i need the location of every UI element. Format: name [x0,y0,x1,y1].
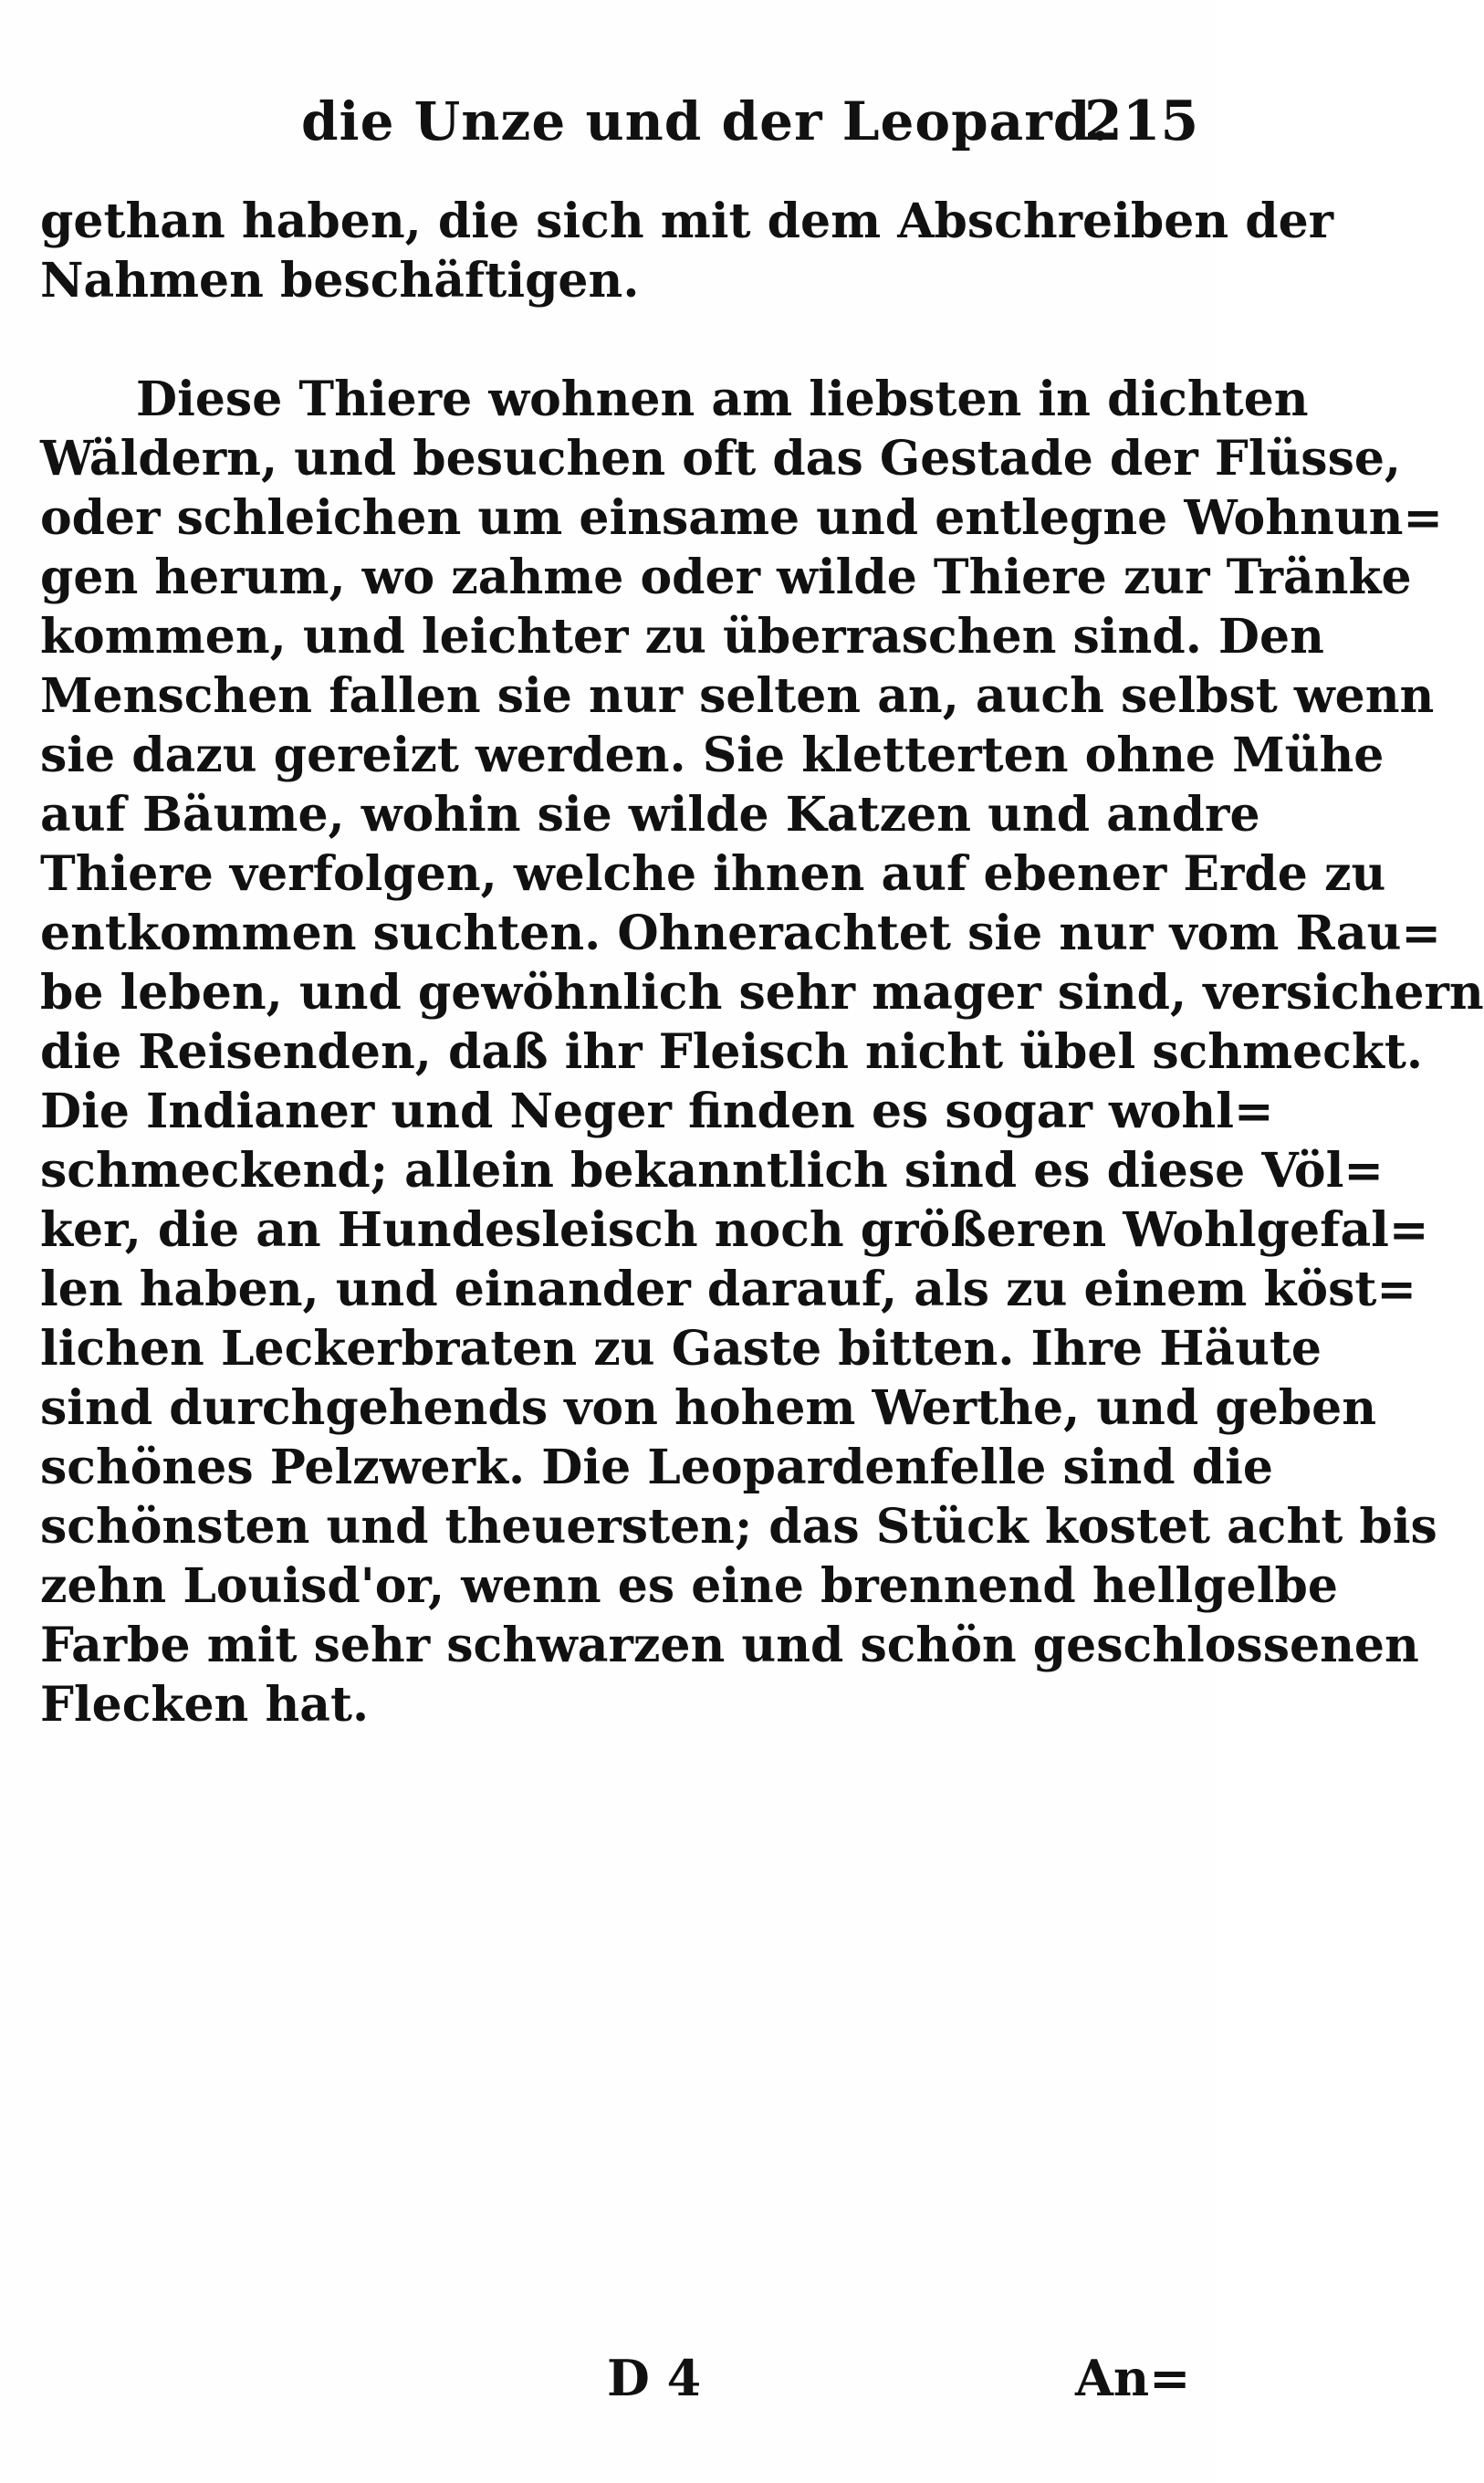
text-line: kommen, und leichter zu überraschen sind. Den [40,609,1324,665]
paragraph-gap [40,310,1181,370]
text-line: sie dazu gereizt werden. Sie kletterten ohne Mühe [40,728,1385,783]
catchword: An= [1075,2349,1191,2407]
text-line: oder schleichen um einsame und entlegne Wohnun= [40,490,1443,546]
text-line: schmeckend; allein bekanntlich sind es diese Völ= [40,1143,1384,1199]
text-line: gethan haben, die sich mit dem Abschreiben der [40,194,1334,249]
text-line: die Reisenden, daß ihr Fleisch nicht übel schmeckt. [40,1024,1423,1080]
text-line: Wäldern, und besuchen oft das Gestade der Flüsse, [40,431,1402,487]
text-line: schönes Pelzwerk. Die Leopardenfelle sind die [40,1440,1273,1495]
text-line: ker, die an Hundesleisch noch größeren Wohlgefal= [40,1202,1429,1258]
text-line: entkommen suchten. Ohnerachtet sie nur vom Rau= [40,906,1441,961]
text-line: Thiere verfolgen, welche ihnen auf ebener Erde zu [40,846,1386,902]
body-text [40,192,1484,1734]
text-line: be leben, und gewöhnlich sehr mager sind, versichern [40,965,1484,1021]
text-line: auf Bäume, wohin sie wilde Katzen und andre [40,787,1260,843]
page-footer [0,2342,1216,2415]
paragraph-main [40,370,1484,1734]
text-line: lichen Leckerbraten zu Gaste bitten. Ihre Häute [40,1321,1322,1377]
running-head [0,80,1216,162]
text-line: sind durchgehends von hohem Werthe, und geben [40,1380,1377,1436]
text-line: Farbe mit sehr schwarzen und schön geschlossenen [40,1618,1419,1673]
text-line: Die Indianer und Neger finden es sogar wohl= [40,1084,1274,1139]
text-line: Diese Thiere wohnen am liebsten in dichten [136,372,1309,427]
page-number: 215 [1084,89,1199,153]
text-line: zehn Louisd'or, wenn es eine brennend hellgelbe [40,1558,1338,1614]
paragraph-continued [40,192,1334,310]
text-line: Flecken hat. [40,1677,370,1733]
text-line: schönsten und theuersten; das Stück kostet acht bis [40,1499,1437,1555]
text-line: Nahmen beschäftigen. [40,253,640,309]
text-line: gen herum, wo zahme oder wilde Thiere zur Tränke [40,550,1412,605]
running-title: die Unze und der Leopard. [301,90,1111,152]
text-line: len haben, und einander darauf, als zu einem köst= [40,1262,1416,1317]
text-line: Menschen fallen sie nur selten an, auch selbst wenn [40,668,1435,724]
signature-mark: D 4 [607,2349,702,2407]
